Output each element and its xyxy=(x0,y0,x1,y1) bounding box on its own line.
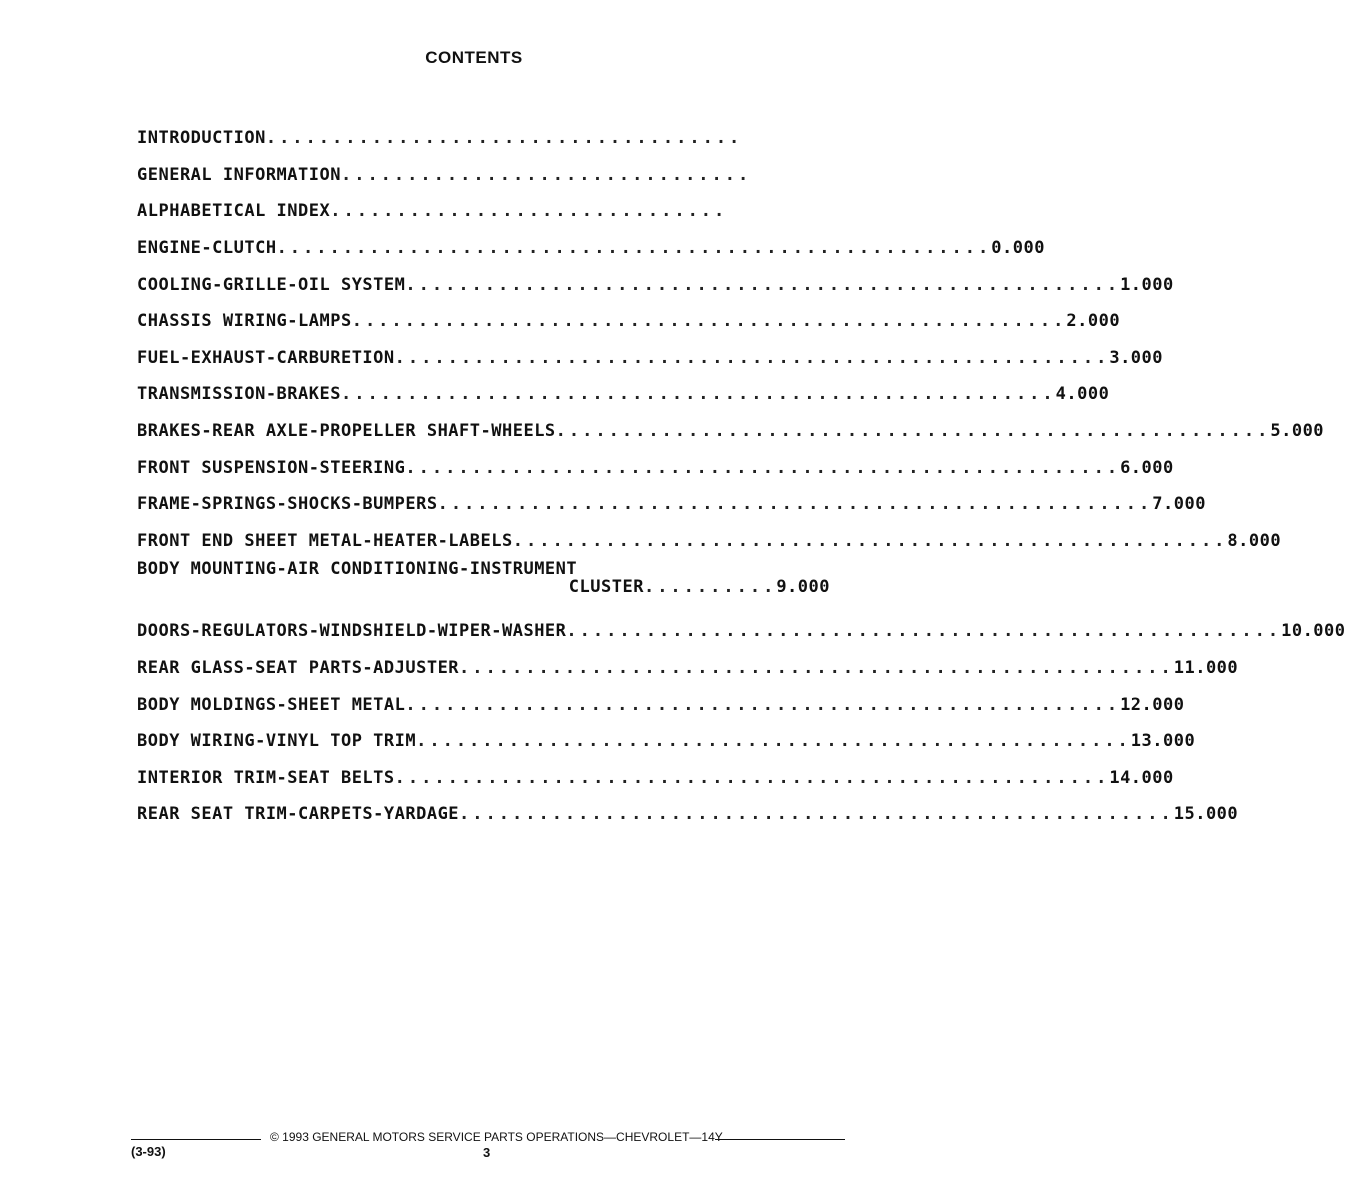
toc-entry-label: INTERIOR TRIM-SEAT BELTS xyxy=(137,767,395,788)
leader-dots: ...................................................... xyxy=(394,767,1110,788)
leader-dots: ...................................................... xyxy=(405,274,1121,295)
toc-entry-label: ENGINE-CLUTCH xyxy=(137,238,277,259)
leader-dots: ...................................................... xyxy=(555,421,1271,442)
leader-dots: ...................................................... xyxy=(351,311,1067,332)
toc-entry-engine-clutch[interactable] xyxy=(137,230,1045,267)
leader-dots: ...................................................... xyxy=(512,530,1228,551)
toc-entry-label: REAR GLASS-SEAT PARTS-ADJUSTER xyxy=(137,658,460,679)
toc-entry-rear-glass[interactable] xyxy=(137,650,1239,687)
toc-entry-page: 8.000 xyxy=(1227,530,1282,551)
toc-entry-label: COOLING-GRILLE-OIL SYSTEM xyxy=(137,274,406,295)
toc-entry-label: DOORS-REGULATORS-WINDSHIELD-WIPER-WASHER xyxy=(137,621,567,642)
footer-copyright: © 1993 GENERAL MOTORS SERVICE PARTS OPERATIONS—CHEVROLET—14Y xyxy=(270,1130,723,1144)
toc-entry-fuel-exhaust[interactable] xyxy=(137,340,1164,377)
leader-dots: .......... xyxy=(643,577,777,598)
page-title: CONTENTS xyxy=(425,48,523,67)
toc-entry-introduction[interactable] xyxy=(137,120,830,157)
leader-dots: .............................. xyxy=(330,201,728,222)
toc-entry-label: BODY MOUNTING-AIR CONDITIONING-INSTRUMENT xyxy=(137,559,578,580)
toc-entry-chassis-wiring[interactable] xyxy=(137,303,1121,340)
toc-entry-body-moldings[interactable] xyxy=(137,686,1185,723)
toc-entry-front-end-sheet-metal[interactable] xyxy=(137,523,1282,560)
toc-entry-label: BODY WIRING-VINYL TOP TRIM xyxy=(137,731,417,752)
toc-entry-page: 1.000 xyxy=(1120,274,1174,295)
toc-entry-alphabetical-index[interactable] xyxy=(137,193,830,230)
toc-entry-page: 7.000 xyxy=(1152,494,1206,515)
toc-entry-page: 6.000 xyxy=(1120,457,1174,478)
toc-entry-body-wiring[interactable] xyxy=(137,723,1196,760)
leader-dots: ...................................................... xyxy=(405,694,1121,715)
toc-entry-rear-seat-trim[interactable] xyxy=(137,796,1239,833)
page-number: 3 xyxy=(483,1145,491,1160)
toc-entry-page: 13.000 xyxy=(1130,731,1196,752)
toc-entry-page: 9.000 xyxy=(776,577,830,598)
leader-dots: ...................................................... xyxy=(566,621,1282,642)
leader-dots: ...................................................... xyxy=(416,731,1131,752)
toc-entry-label: FUEL-EXHAUST-CARBURETION xyxy=(137,347,395,368)
toc-entry-label: REAR SEAT TRIM-CARPETS-YARDAGE xyxy=(137,804,460,825)
leader-dots: .................................... xyxy=(265,128,743,149)
toc-entry-cooling[interactable] xyxy=(137,266,1174,303)
toc-entry-label: BODY MOLDINGS-SHEET METAL xyxy=(137,694,406,715)
leader-dots: ...................................................... xyxy=(437,494,1153,515)
toc-entry-frame-springs[interactable] xyxy=(137,486,1206,523)
toc-entry-body-mounting[interactable] xyxy=(137,559,830,613)
leader-dots: ............................... xyxy=(340,164,752,185)
toc-entry-label: INTRODUCTION xyxy=(137,128,266,149)
toc-entry-label: FRONT END SHEET METAL-HEATER-LABELS xyxy=(137,530,513,551)
toc-entry-label: FRONT SUSPENSION-STEERING xyxy=(137,457,406,478)
toc-entry-label: CHASSIS WIRING-LAMPS xyxy=(137,311,352,332)
toc-entry-page: 2.000 xyxy=(1066,311,1121,332)
toc-entry-label: ALPHABETICAL INDEX xyxy=(137,201,331,222)
toc-entry-page: 4.000 xyxy=(1055,384,1110,405)
toc-entry-label: GENERAL INFORMATION xyxy=(137,164,341,185)
toc-entry-front-suspension[interactable] xyxy=(137,449,1174,486)
leader-dots: ...................................................... xyxy=(276,238,992,259)
footer-revision-code: (3-93) xyxy=(131,1144,166,1159)
leader-dots: ...................................................... xyxy=(459,804,1174,825)
toc-entry-label: FRAME-SPRINGS-SHOCKS-BUMPERS xyxy=(137,494,438,515)
leader-dots: ...................................................... xyxy=(459,658,1174,679)
footer-rule-left xyxy=(131,1139,261,1140)
toc-entry-brakes-rear-axle[interactable] xyxy=(137,413,1325,450)
toc-entry-page: 10.000 xyxy=(1281,621,1346,642)
leader-dots: ...................................................... xyxy=(340,384,1056,405)
toc-entry-continuation xyxy=(137,577,830,597)
footer-rule-right xyxy=(715,1139,845,1140)
toc-entry-page: 11.000 xyxy=(1173,658,1239,679)
toc-entry-page: 3.000 xyxy=(1109,347,1164,368)
leader-dots: ...................................................... xyxy=(405,457,1121,478)
toc-entry-interior-trim[interactable] xyxy=(137,760,1174,797)
toc-entry-general-information[interactable] xyxy=(137,157,830,194)
toc-entry-page: 0.000 xyxy=(991,238,1045,259)
toc-entry-label: BRAKES-REAR AXLE-PROPELLER SHAFT-WHEELS xyxy=(137,421,556,442)
toc-entry-doors-regulators[interactable] xyxy=(137,613,1346,650)
toc-entry-transmission[interactable] xyxy=(137,376,1110,413)
leader-dots: ...................................................... xyxy=(394,347,1110,368)
toc-entry-label-line2: CLUSTER xyxy=(568,577,644,598)
table-of-contents xyxy=(137,120,1346,833)
toc-entry-page: 15.000 xyxy=(1173,804,1239,825)
toc-entry-page: 14.000 xyxy=(1109,767,1174,788)
toc-entry-label: TRANSMISSION-BRAKES xyxy=(137,384,341,405)
toc-entry-page: 5.000 xyxy=(1270,421,1325,442)
toc-entry-page: 12.000 xyxy=(1120,694,1185,715)
